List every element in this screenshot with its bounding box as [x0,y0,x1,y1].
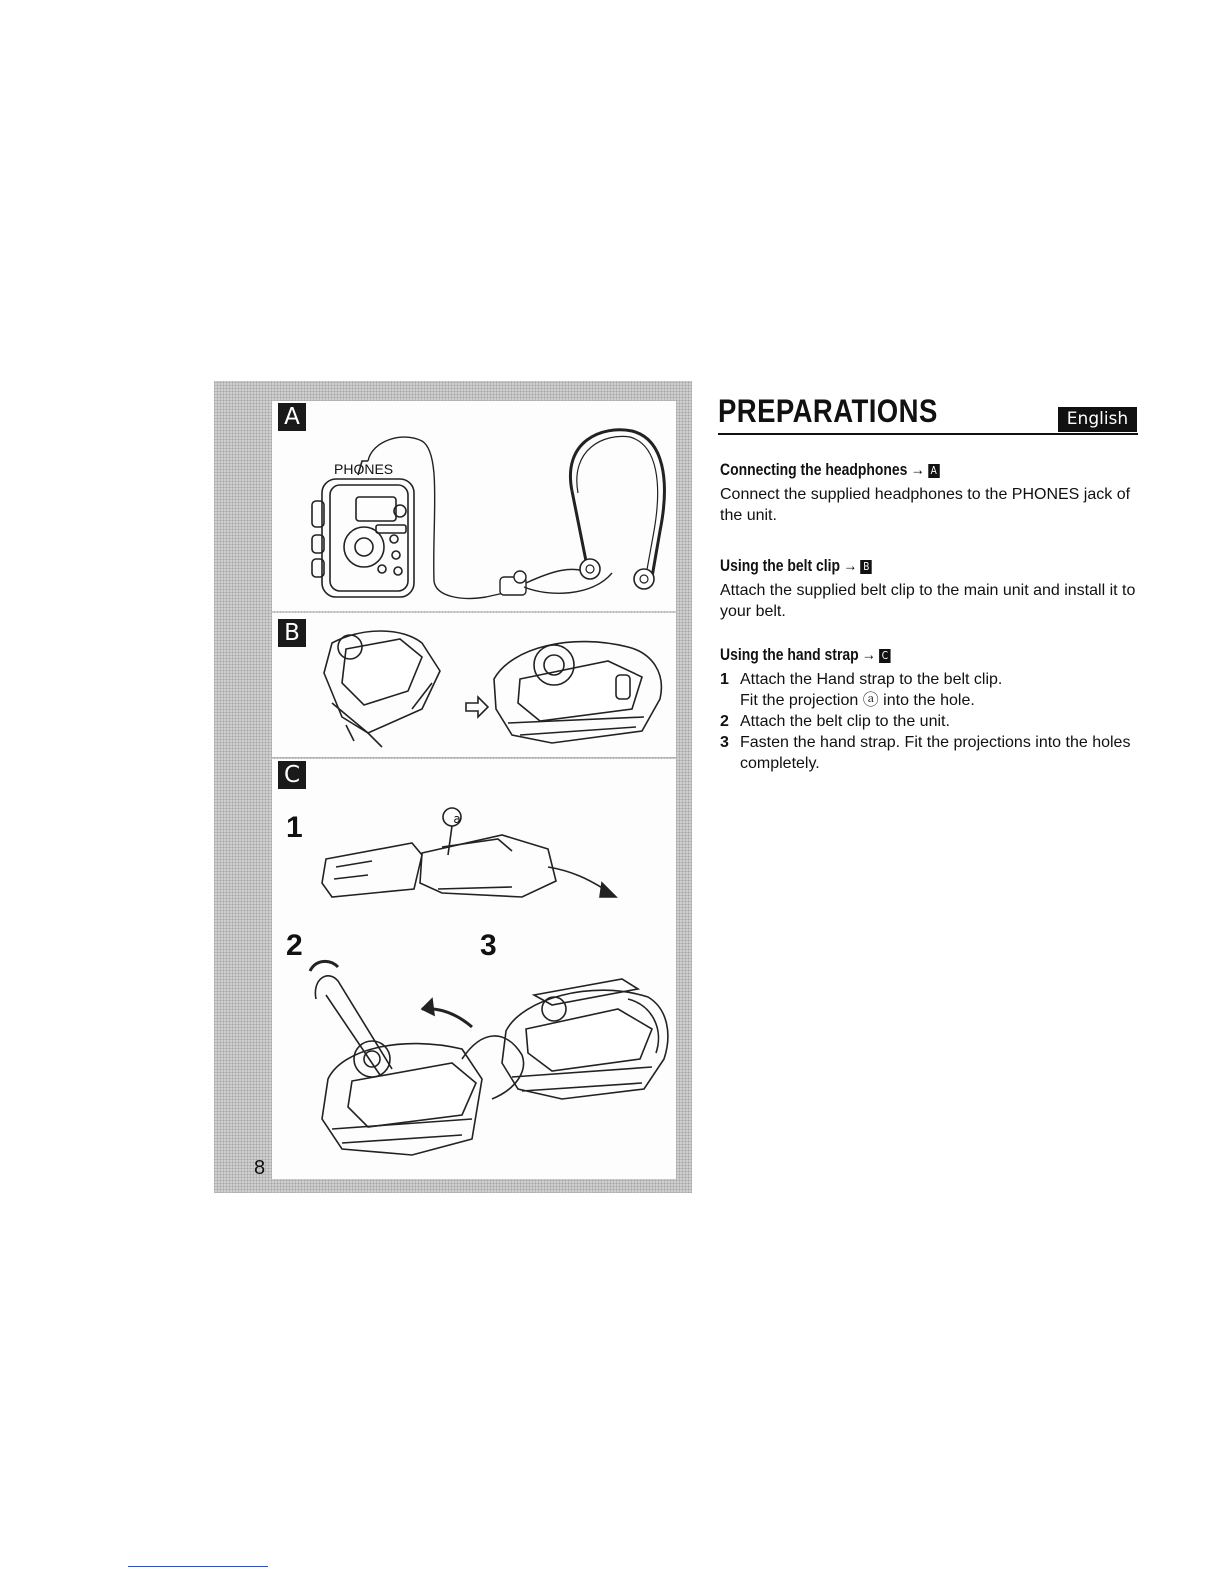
language-tag: English [1058,407,1137,432]
step-number: 2 [720,713,729,730]
section-headphones [720,460,1140,526]
section-heading [720,460,1064,480]
section-heading [720,556,1064,576]
illustration-panel [214,381,692,1193]
projection-callout-label: a [453,812,461,826]
figure-a-headphones [272,401,676,611]
figure-a-badge: A [278,403,306,431]
hand-strap-drawing [272,759,676,1179]
hand-strap-steps [720,669,1140,774]
step-number: 3 [720,734,729,751]
headphones-drawing [272,401,676,611]
step-item [720,711,1140,732]
belt-clip-drawing [272,613,676,757]
page-number: 8 [254,1157,266,1179]
heading-text: Using the belt clip [720,556,841,575]
arrow-icon: → [861,645,876,664]
figure-ref-badge: C [879,649,890,663]
step-subtext: Fit the projection ⓐ into the hole. [740,692,975,709]
figure-ref-badge: A [928,464,939,478]
figure-c-badge: C [278,761,306,789]
section-heading [720,645,1064,665]
step-item [720,732,1140,774]
heading-text: Connecting the headphones [720,460,908,479]
page-title: PREPARATIONS [718,393,938,429]
arrow-icon: → [843,556,858,575]
section-hand-strap [720,645,1140,774]
heading-text: Using the hand strap [720,645,859,664]
step-number: 1 [720,671,729,688]
figure-b-belt-clip [272,613,676,757]
step-item [720,669,1140,711]
step-text: Attach the belt clip to the unit. [740,713,950,730]
arrow-icon: → [910,460,925,479]
step-text: Fasten the hand strap. Fit the projections into the holes completely. [740,734,1131,772]
footer-rule [128,1566,268,1567]
figure-step-1: 1 [286,811,303,844]
title-rule [718,433,1138,435]
section-belt-clip [720,556,1140,622]
figure-c-hand-strap [272,759,676,1179]
section-body: Attach the supplied belt clip to the main unit and install it to your belt. [720,582,1136,620]
figure-b-badge: B [278,619,306,647]
phones-jack-label: PHONES [334,461,394,477]
section-body: Connect the supplied headphones to the PHONES jack of the unit. [720,486,1131,524]
step-text: Attach the Hand strap to the belt clip. [740,671,1003,688]
figure-step-2: 2 [286,929,303,962]
figure-ref-badge: B [861,560,872,574]
figure-step-3: 3 [480,929,497,962]
